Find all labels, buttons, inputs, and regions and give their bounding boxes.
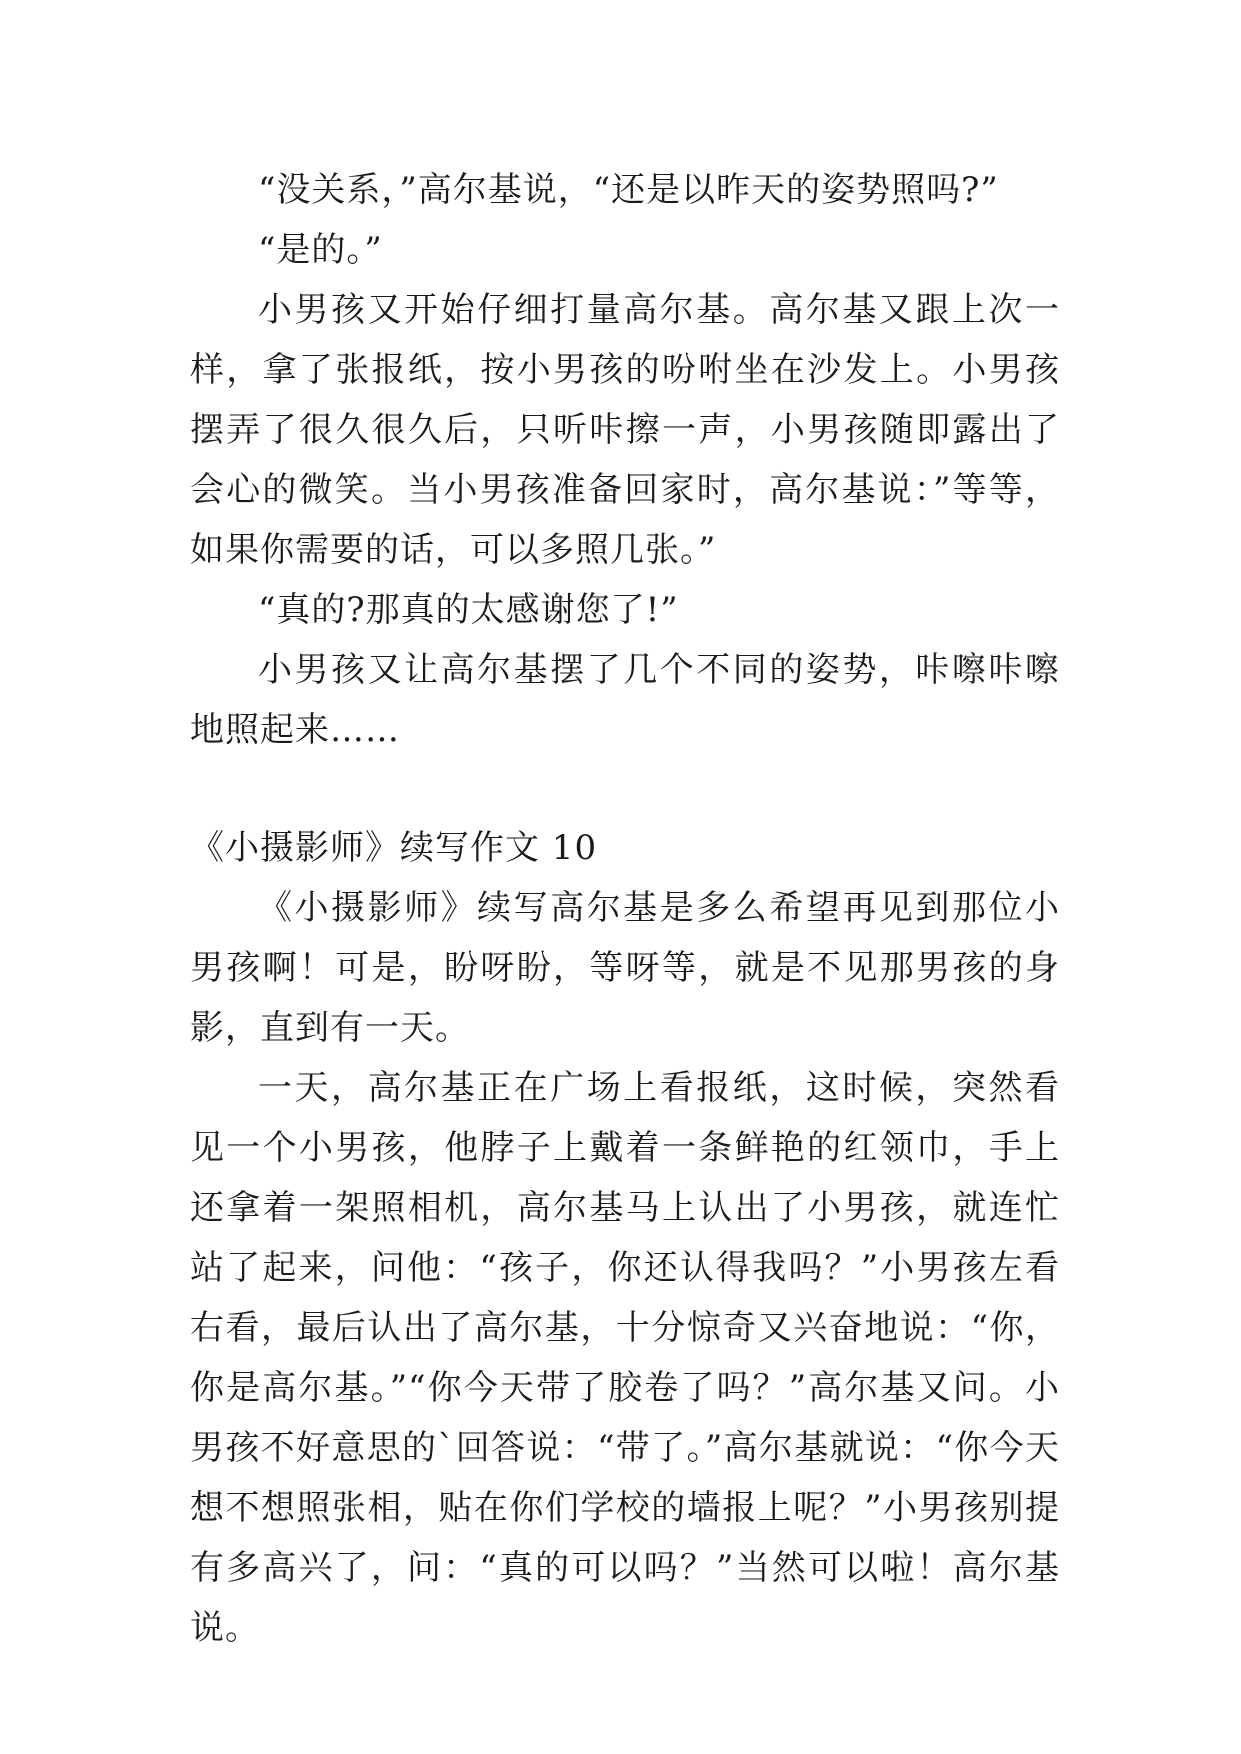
- paragraph-section2-1: 《小摄影师》续写高尔基是多么希望再见到那位小男孩啊！可是，盼呀盼，等呀等，就是不见那男孩的身影，直到有一天。: [190, 888, 1060, 1048]
- paragraph-dialogue-3: “真的?那真的太感谢您了!”: [258, 590, 679, 630]
- paragraph-narrative-1: 小男孩又开始仔细打量高尔基。高尔基又跟上次一样，拿了张报纸，按小男孩的吩咐坐在沙发上。小男孩摆弄了很久很久后，只听咔擦一声，小男孩随即露出了会心的微笑。当小男孩准备回家时，高尔基说：”等等，如果你需要的话，可以多照几张。”: [190, 290, 1060, 570]
- paragraph-section2-2: 一天，高尔基正在广场上看报纸，这时候，突然看见一个小男孩，他脖子上戴着一条鲜艳的红领巾，手上还拿着一架照相机，高尔基马上认出了小男孩，就连忙站了起来，问他：“孩子，你还认得我吗？”小男孩左看右看，最后认出了高尔基，十分惊奇又兴奋地说：“你，你是高尔基。”“你今天带了胶卷了吗？”高尔基又问。小男孩不好意思的`回答说：“带了。”高尔基就说：“你今天想不想照张相，贴在你们学校的墙报上呢？”小男孩别提有多高兴了，问：“真的可以吗？”当然可以啦！高尔基说。: [190, 1068, 1060, 1648]
- paragraph-narrative-2: 小男孩又让高尔基摆了几个不同的姿势，咔嚓咔嚓地照起来……: [190, 650, 1060, 750]
- section-heading: 《小摄影师》续写作文 10: [190, 828, 598, 868]
- document-page: [190, 160, 1060, 1658]
- section-spacer: [190, 760, 1060, 818]
- paragraph-dialogue-1: “没关系，”高尔基说，“还是以昨天的姿势照吗?”: [258, 170, 999, 210]
- paragraph-dialogue-2: “是的。”: [258, 230, 383, 270]
